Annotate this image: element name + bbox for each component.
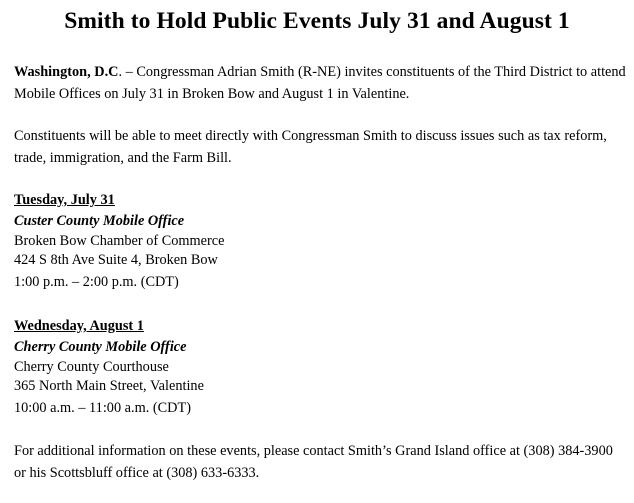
intro-body: – Congressman Adrian Smith (R-NE) invites constituents of the Third District to attend Mobile Offices on July 31 in Broken Bow and August 1 in Valentine. bbox=[14, 64, 626, 102]
event-office-name: Custer County Mobile Office bbox=[14, 213, 185, 230]
event-time: 10:00 a.m. – 11:00 a.m. (CDT) bbox=[14, 399, 191, 416]
event-venue: Broken Bow Chamber of Commerce bbox=[14, 232, 225, 249]
contact-paragraph: For additional information on these events, please contact Smith’s Grand Island office at (308) 384-3900 or his Scottsbluff office at (308) 633-6333. bbox=[14, 443, 613, 481]
event-address: 365 North Main Street, Valentine bbox=[14, 378, 204, 395]
event-address: 424 S 8th Ave Suite 4, Broken Bow bbox=[14, 252, 218, 269]
topics-paragraph: Constituents will be able to meet directly with Congressman Smith to discuss issues such as tax reform, trade, immigration, and the Farm Bill. bbox=[14, 128, 607, 166]
intro-paragraph bbox=[14, 62, 626, 105]
page-title: Smith to Hold Public Events July 31 and August 1 bbox=[64, 8, 570, 34]
event-time: 1:00 p.m. – 2:00 p.m. (CDT) bbox=[14, 273, 179, 290]
event-block bbox=[14, 191, 574, 292]
event-day: Tuesday, July 31 bbox=[14, 192, 115, 208]
event-venue: Cherry County Courthouse bbox=[14, 358, 169, 375]
event-block bbox=[14, 317, 574, 418]
dateline-punctuation: . bbox=[118, 64, 123, 80]
event-day: Wednesday, August 1 bbox=[14, 318, 144, 334]
dateline: Washington, D.C bbox=[14, 64, 119, 80]
event-office-name: Cherry County Mobile Office bbox=[14, 339, 187, 356]
